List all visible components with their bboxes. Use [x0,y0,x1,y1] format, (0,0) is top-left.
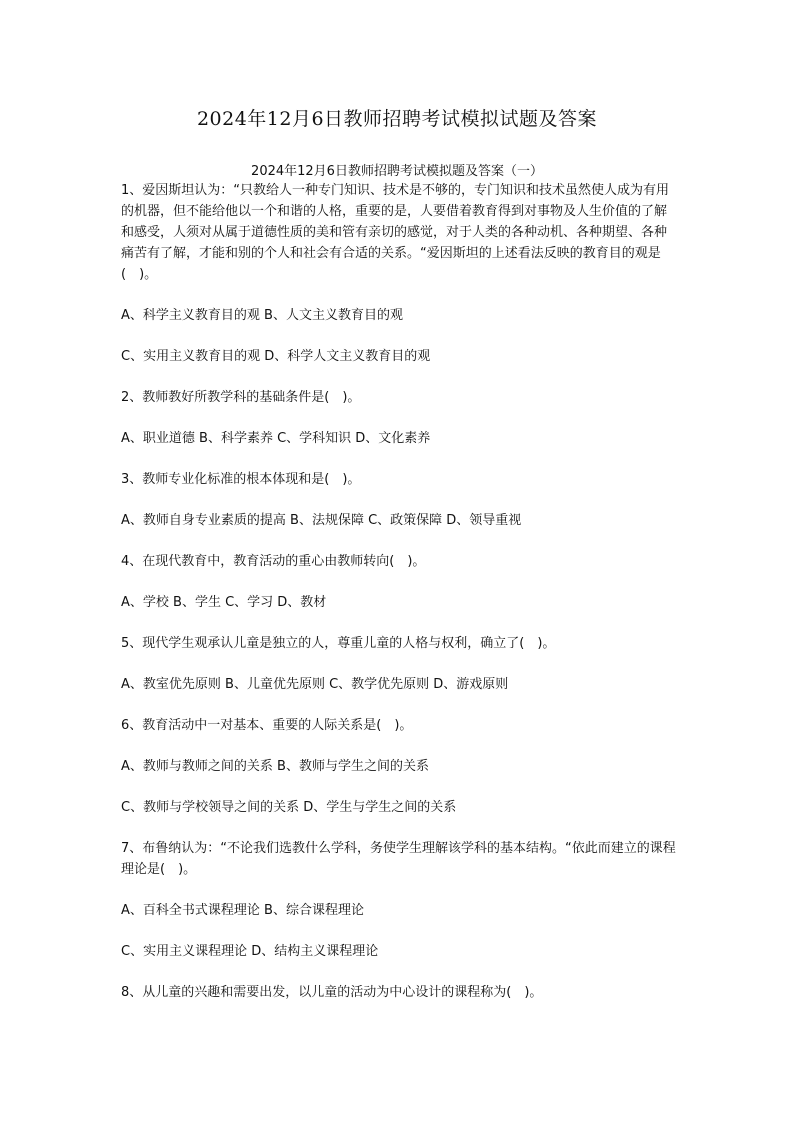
question-1-options-ab: A、科学主义教育目的观 B、人文主义教育目的观 [121,308,403,323]
question-5-options: A、教室优先原则 B、儿童优先原则 C、教学优先原则 D、游戏原则 [121,677,509,692]
question-7-options-ab: A、百科全书式课程理论 B、综合课程理论 [121,903,364,918]
question-6-options-ab: A、教师与教师之间的关系 B、教师与学生之间的关系 [121,759,429,774]
question-8: 8、从儿童的兴趣和需要出发，以儿童的活动为中心设计的课程称为( )。 [121,985,543,1000]
question-2-options: A、职业道德 B、科学素养 C、学科知识 D、文化素养 [121,431,431,446]
question-1-options-cd: C、实用主义教育目的观 D、科学人文主义教育目的观 [121,349,431,364]
question-6-options-cd: C、教师与学校领导之间的关系 D、学生与学生之间的关系 [121,800,457,815]
question-6: 6、教育活动中一对基本、重要的人际关系是( )。 [121,718,413,733]
question-2: 2、教师教好所教学科的基础条件是( )。 [121,390,361,405]
document-subtitle: 2024年12月6日教师招聘考试模拟题及答案（一） [251,164,543,179]
question-3-options: A、教师自身专业素质的提高 B、法规保障 C、政策保障 D、领导重视 [121,513,522,528]
question-7: 7、布鲁纳认为：“不论我们选教什么学科，务使学生理解该学科的基本结构。“依此而建立的课程理论是( )。 [121,841,676,877]
question-5: 5、现代学生观承认儿童是独立的人，尊重儿童的人格与权利，确立了( )。 [121,636,556,651]
document-title: 2024年12月6日教师招聘考试模拟试题及答案 [196,108,598,130]
question-4-options: A、学校 B、学生 C、学习 D、教材 [121,595,327,610]
question-1: 1、爱因斯坦认为：“只教给人一种专门知识、技术是不够的，专门知识和技术虽然使人成为有用的机器，但不能给他以一个和谐的人格，重要的是，人要借着教育得到对事物及人生价值的了解和感受，人须对从属于道德性质的美和管有亲切的感觉，对于人类的各种动机、各种期望、各种痛苦有了解，才能和别的个人和社会有合适的关系。“爱因斯坦的上述看法反映的教育目的观是( )。 [121,183,670,282]
question-4: 4、在现代教育中，教育活动的重心由教师转向( )。 [121,554,426,569]
question-7-options-cd: C、实用主义课程理论 D、结构主义课程理论 [121,944,379,959]
document-body [121,180,677,1003]
question-3: 3、教师专业化标准的根本体现和是( )。 [121,472,361,487]
